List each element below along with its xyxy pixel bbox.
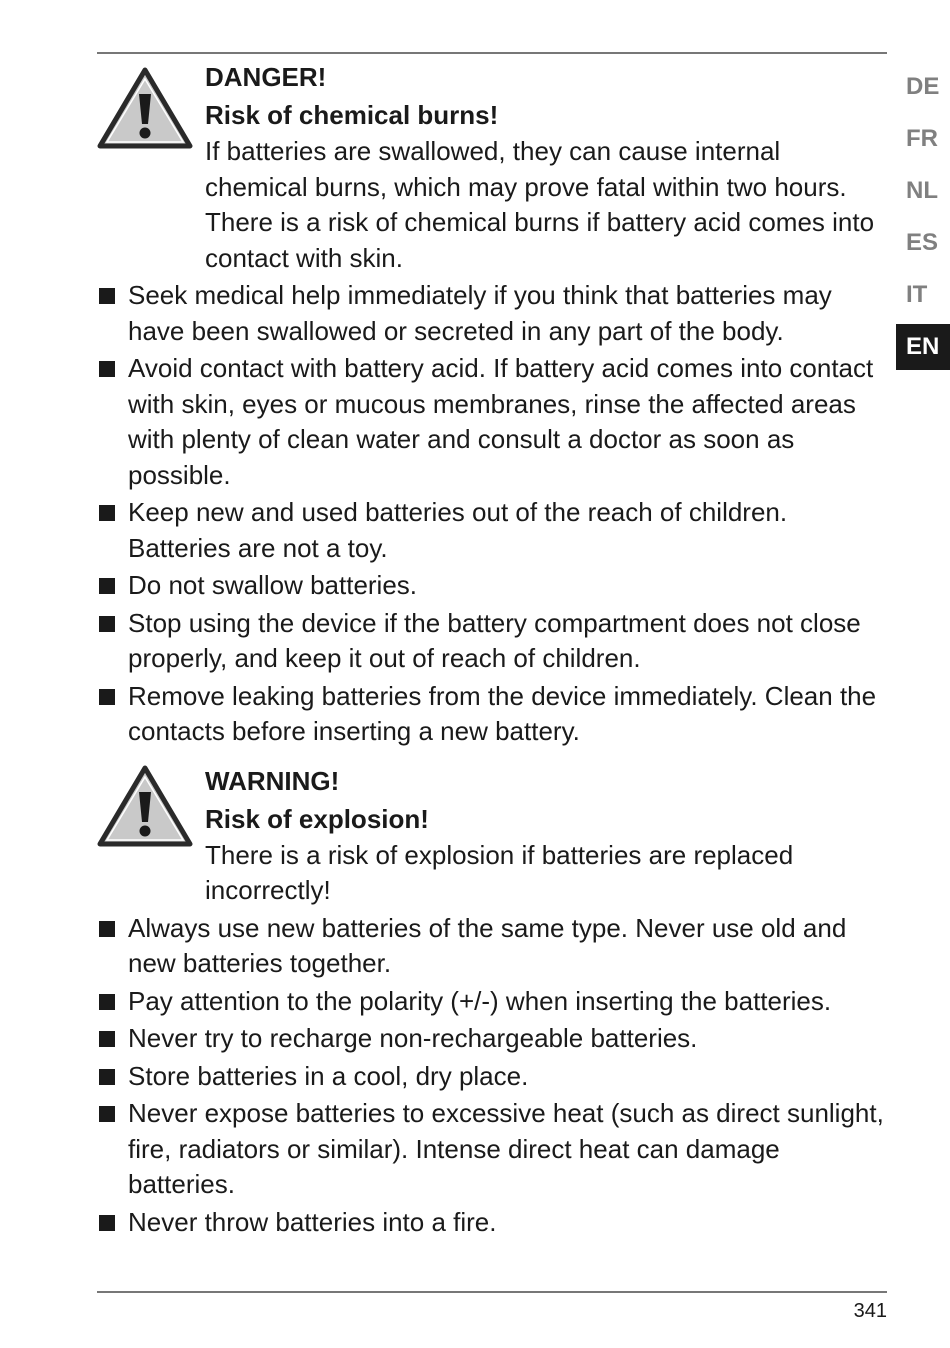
list-item-text: Never try to recharge non-rechargeable batteries. <box>128 1023 698 1053</box>
list-item <box>97 351 887 493</box>
list-item-text: Pay attention to the polarity (+/-) when inserting the batteries. <box>128 985 832 1016</box>
danger-text: If batteries are swallowed, they can cause internal chemical burns, which may prove fatal within two hours. There is a risk of chemical burns if battery acid comes into contact with skin. <box>205 136 875 273</box>
list-item-text: Never throw batteries into a fire. <box>128 1206 497 1237</box>
bottom-rule <box>97 1291 887 1293</box>
bullet-square-icon <box>99 578 115 594</box>
bullet-square-icon <box>99 689 115 705</box>
danger-bullet-list <box>97 278 887 750</box>
list-item <box>97 1096 887 1203</box>
danger-subtitle: Risk of chemical burns! <box>205 100 499 130</box>
danger-title: DANGER! <box>205 62 327 92</box>
bullet-square-icon <box>99 994 115 1010</box>
language-nav <box>896 64 950 376</box>
warning-subtitle: Risk of explosion! <box>205 803 429 834</box>
bullet-square-icon <box>99 361 115 377</box>
list-item <box>97 568 887 604</box>
warning-text: There is a risk of explosion if batteries are replaced incorrectly! <box>205 839 794 905</box>
list-item-text: Store batteries in a cool, dry place. <box>128 1060 529 1091</box>
list-item-text: Never expose batteries to excessive heat (such as direct sunlight, fire, radiators or similar). Intense direct heat can damage batteries. <box>128 1098 884 1199</box>
bullet-square-icon <box>99 1106 115 1122</box>
warning-triangle-icon <box>97 66 193 150</box>
list-item-text: Seek medical help immediately if you think that batteries may have been swallowed or secreted in any part of the body. <box>128 280 832 346</box>
list-item-text: Remove leaking batteries from the device immediately. Clean the contacts before inserting a new battery. <box>128 680 877 746</box>
bullet-square-icon <box>99 288 115 304</box>
list-item <box>97 278 887 349</box>
language-tab-nl[interactable]: NL <box>906 177 938 204</box>
bullet-square-icon <box>99 616 115 632</box>
bullet-square-icon <box>99 1215 115 1231</box>
language-tab-es[interactable]: ES <box>906 229 939 256</box>
warning-block <box>97 762 887 909</box>
list-item <box>97 679 887 750</box>
list-item <box>97 1059 887 1095</box>
top-rule <box>97 52 887 54</box>
list-item <box>97 495 887 566</box>
bullet-square-icon <box>99 1031 115 1047</box>
bullet-square-icon <box>99 921 115 937</box>
page-number: 341 <box>853 1300 887 1322</box>
warning-title: WARNING! <box>205 765 340 796</box>
list-item-text: Stop using the device if the battery compartment does not close properly, and keep it out of reach of children. <box>128 607 861 673</box>
list-item <box>97 1021 887 1057</box>
list-item-text: Keep new and used batteries out of the reach of children. Batteries are not a toy. <box>128 497 788 563</box>
list-item-text: Do not swallow batteries. <box>128 570 418 600</box>
list-item <box>97 606 887 677</box>
main-content <box>97 58 887 1240</box>
language-tab-it[interactable]: IT <box>906 281 928 308</box>
bullet-square-icon <box>99 505 115 521</box>
list-item-text: Always use new batteries of the same type. Never use old and new batteries together. <box>128 912 847 978</box>
danger-block <box>97 58 887 276</box>
list-item <box>97 984 887 1020</box>
language-tab-de[interactable]: DE <box>906 73 940 100</box>
warning-triangle-icon <box>97 764 193 848</box>
list-item-text: Avoid contact with battery acid. If battery acid comes into contact with skin, eyes or mucous membranes, rinse the affected areas with plenty of clean water and consult a doctor as soon as possible. <box>128 353 874 490</box>
language-tab-fr[interactable]: FR <box>906 125 938 152</box>
list-item <box>97 911 887 982</box>
language-tab-en[interactable]: EN <box>896 324 950 370</box>
warning-bullet-list <box>97 911 887 1241</box>
list-item <box>97 1205 887 1241</box>
bullet-square-icon <box>99 1069 115 1085</box>
